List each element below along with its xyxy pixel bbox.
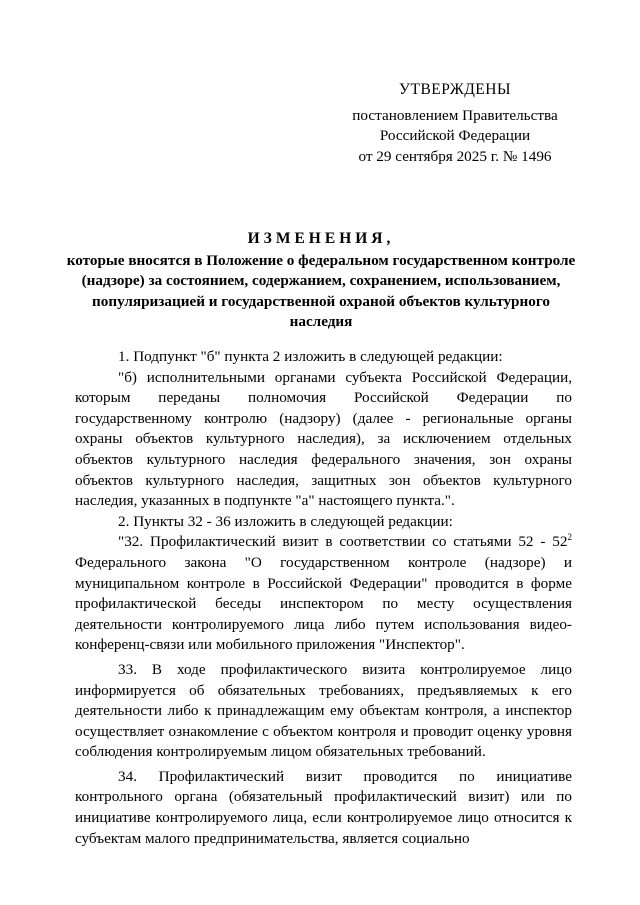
superscript: 2 bbox=[567, 532, 572, 543]
paragraph: 34. Профилактический визит проводится по инициативе контрольного органа (обязательный профилактический визит) или по инициативе контролируемого лица, если контролируемое лицо относится к субъектам малого предпринимательства, является социально bbox=[75, 767, 572, 847]
approval-line: Российской Федерации bbox=[379, 127, 531, 145]
paragraph-text: "32. Профилактический визит в соответствии со статьями 52 - 52 bbox=[118, 533, 568, 551]
approval-block bbox=[330, 80, 580, 167]
approval-line: постановлением Правительства bbox=[352, 106, 558, 124]
paragraph-text: Федерального закона "О государственном контроле (надзоре) и муниципальном контроле в Российской Федерации" проводится в форме профилактической беседы инспектором по месту осуществления деятельности контролируемого лица либо путем использования видео-конференц-связи или мобильного приложения "Инспектор". bbox=[75, 553, 572, 654]
approval-title: УТВЕРЖДЕНЫ bbox=[399, 81, 511, 98]
paragraph: 2. Пункты 32 - 36 изложить в следующей редакции: bbox=[118, 512, 453, 530]
approval-date: от 29 сентября 2025 г. № 1496 bbox=[358, 147, 552, 165]
paragraph: 33. В ходе профилактического визита контролируемое лицо информируется об обязательных требованиях, предъявляемых к его деятельности либо к принадлежащим ему объектам контроля, а инспектор осуществляет ознакомление с объектом контроля и проводит оценку уровня соблюдения контролируемым лицом обязательных требований. bbox=[75, 660, 572, 761]
document-title: ИЗМЕНЕНИЯ, bbox=[247, 230, 395, 247]
document-body bbox=[75, 347, 572, 849]
paragraph bbox=[75, 532, 572, 656]
document-heading bbox=[60, 229, 582, 333]
paragraph: "б) исполнительными органами субъекта Российской Федерации, которым переданы полномочия Российской Федерации по государственному контролю (надзору) (далее - региональные органы охраны объектов культурного наследия), за исключением отдельных объектов культурного наследия федерального значения, зон охраны объектов культурного наследия, защитных зон объектов культурного наследия, указанных в подпункте "а" настоящего пункта.". bbox=[75, 368, 572, 510]
document-subtitle: которые вносятся в Положение о федеральном государственном контроле (надзоре) за состоянием, содержанием, сохранением, использованием, популяризацией и государственной охраной объектов культурного наследия bbox=[66, 251, 576, 331]
paragraph: 1. Подпункт "б" пункта 2 изложить в следующей редакции: bbox=[118, 348, 503, 365]
